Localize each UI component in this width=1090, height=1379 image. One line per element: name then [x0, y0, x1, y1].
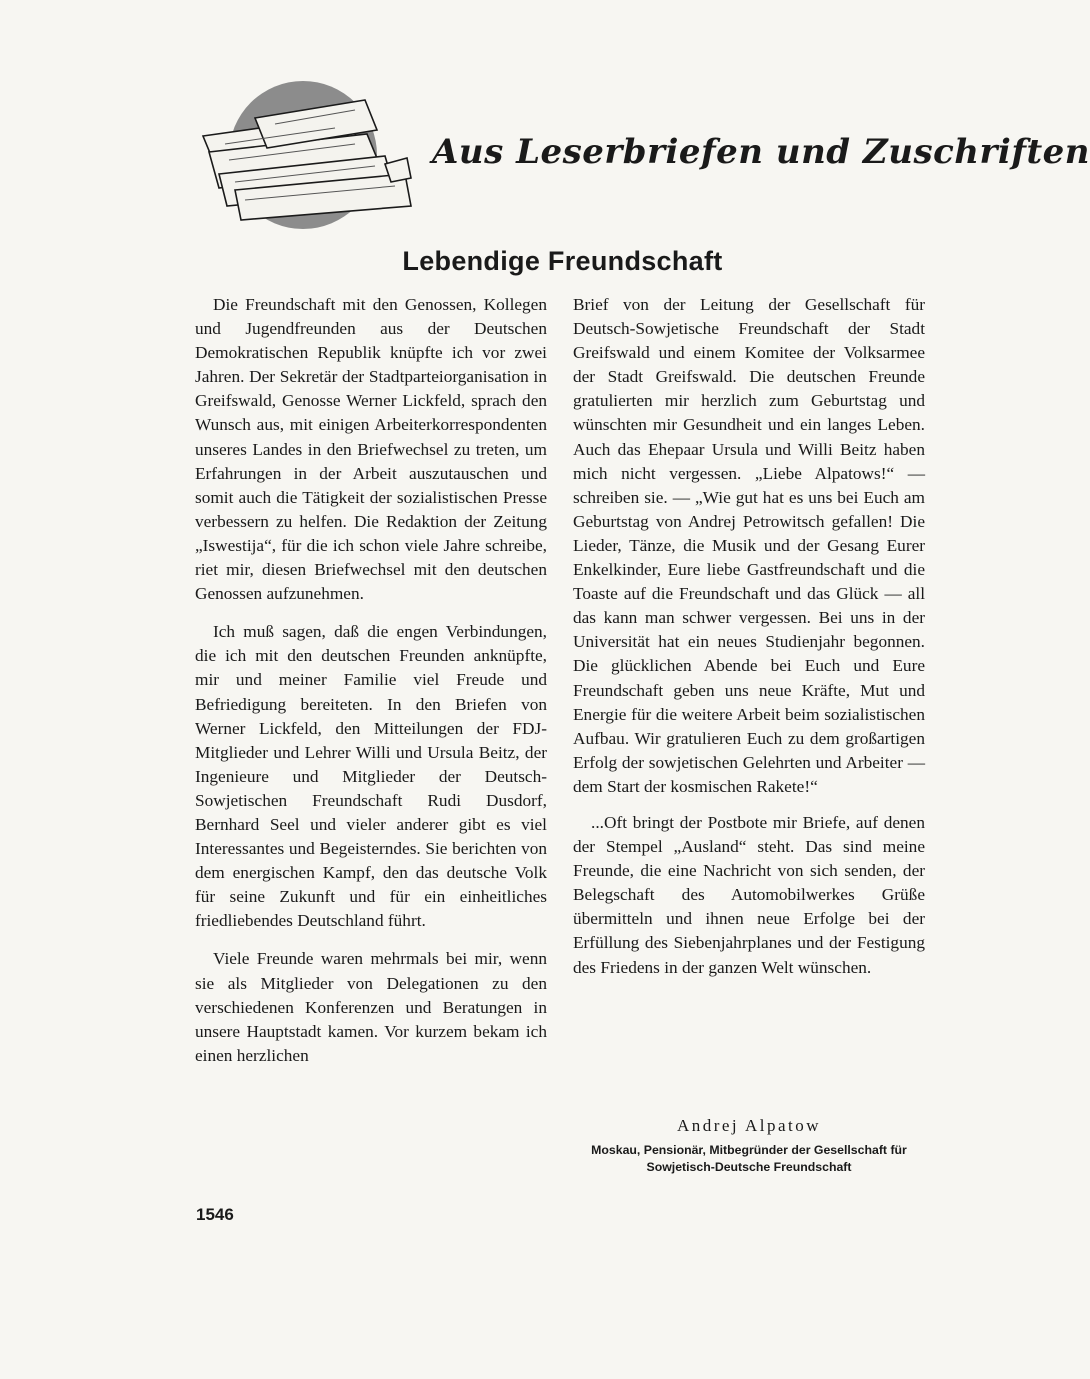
left-column [195, 293, 547, 1068]
paragraph: Die Freundschaft mit den Genossen, Kollegen und Jugendfreunden aus der Deutschen Demokratischen Republik knüpfte ich vor zwei Jahren. Der Sekretär der Stadtparteiorganisation in Greifswald, Genosse Werner Lickfeld, sprach den Wunsch aus, mit einigen Arbeiterkorrespondenten unseres Landes in den Briefwechsel zu treten, um Erfahrungen in der Arbeit auszutauschen und somit auch die Tätigkeit der sozialistischen Presse verbessern zu helfen. Die Redaktion der Zeitung „Iswestija“, für die ich schon viele Jahre schreibe, riet mir, diesen Briefwechsel mit den deutschen Genossen aufzunehmen. [195, 295, 547, 604]
right-column [573, 293, 925, 980]
author-info: Moskau, Pensionär, Mitbegründer der Gesellschaft für Sowjetisch-Deutsche Freundschaft [591, 1143, 907, 1174]
section-title: Aus Leserbriefen und Zuschriften [432, 132, 1090, 172]
paragraph: Ich muß sagen, daß die engen Verbindungen, die ich mit den deutschen Freunden anknüpfte, mir und meiner Familie viel Freude und Befriedigung bereiteten. In den Briefen von Werner Lickfeld, den Mitteilungen der FDJ-Mitglieder und Lehrer Willi und Ursula Beitz, der Ingenieure und Mitglieder der Deutsch-Sowjetischen Freundschaft Rudi Dusdorf, Bernhard Seel und vieler anderer gibt es viel Interessantes und Begeisterndes. Sie berichten von dem energischen Kampf, den das deutsche Volk für seine Zukunft und für ein einheitliches friedliebendes Deutschland führt. [195, 622, 547, 931]
signature-block [573, 1116, 925, 1175]
page-number: 1546 [196, 1205, 234, 1224]
author-name: Andrej Alpatow [676, 1116, 822, 1135]
paragraph: ...Oft bringt der Postbote mir Briefe, auf denen der Stempel „Ausland“ steht. Das sind meine Freunde, die eine Nachricht von sich senden, der Belegschaft des Automobilwerkes Grüße übermitteln und ihnen neue Erfolge bei der Erfüllung des Siebenjahrplanes und der Festigung des Friedens in der ganzen Welt wünschen. [573, 812, 925, 977]
paragraph: Viele Freunde waren mehrmals bei mir, wenn sie als Mitglieder von Delegationen zu den verschiedenen Konferenzen und Beratungen in unsere Hauptstadt kamen. Vor kurzem bekam ich einen herzlichen [195, 949, 547, 1065]
letter-stack-icon [195, 78, 420, 233]
article-title: Lebendige Freundschaft [402, 246, 723, 276]
paragraph: Brief von der Leitung der Gesellschaft für Deutsch-Sowjetische Freundschaft der Stadt Greifswald und einem Komitee der Volksarmee der Stadt Greifswald. Die deutschen Freunde gratulierten mir herzlich zum Geburtstag und wünschten mir Gesundheit und ein langes Leben. Auch das Ehepaar Ursula und Willi Beitz haben mich nicht vergessen. „Liebe Alpatows!“ — schreiben sie. — „Wie gut hat es uns bei Euch am Geburtstag von Andrej Petrowitsch gefallen! Die Lieder, Tänze, die Musik und der Gesang Eurer Enkelkinder, Eure liebe Gastfreundschaft und die Toaste auf die Freundschaft und das Glück — all das kann man schwer vergessen. Bei uns in der Universität hat ein neues Studienjahr begonnen. Die glücklichen Abende bei Euch und Eure Freundschaft geben uns neue Kräfte, Mut und Energie für die weitere Arbeit beim sozialistischen Aufbau. Wir gratulieren Euch zu dem großartigen Erfolg der sowjetischen Gelehrten und Arbeiter — dem Start der kosmischen Rakete!“ [573, 295, 925, 796]
